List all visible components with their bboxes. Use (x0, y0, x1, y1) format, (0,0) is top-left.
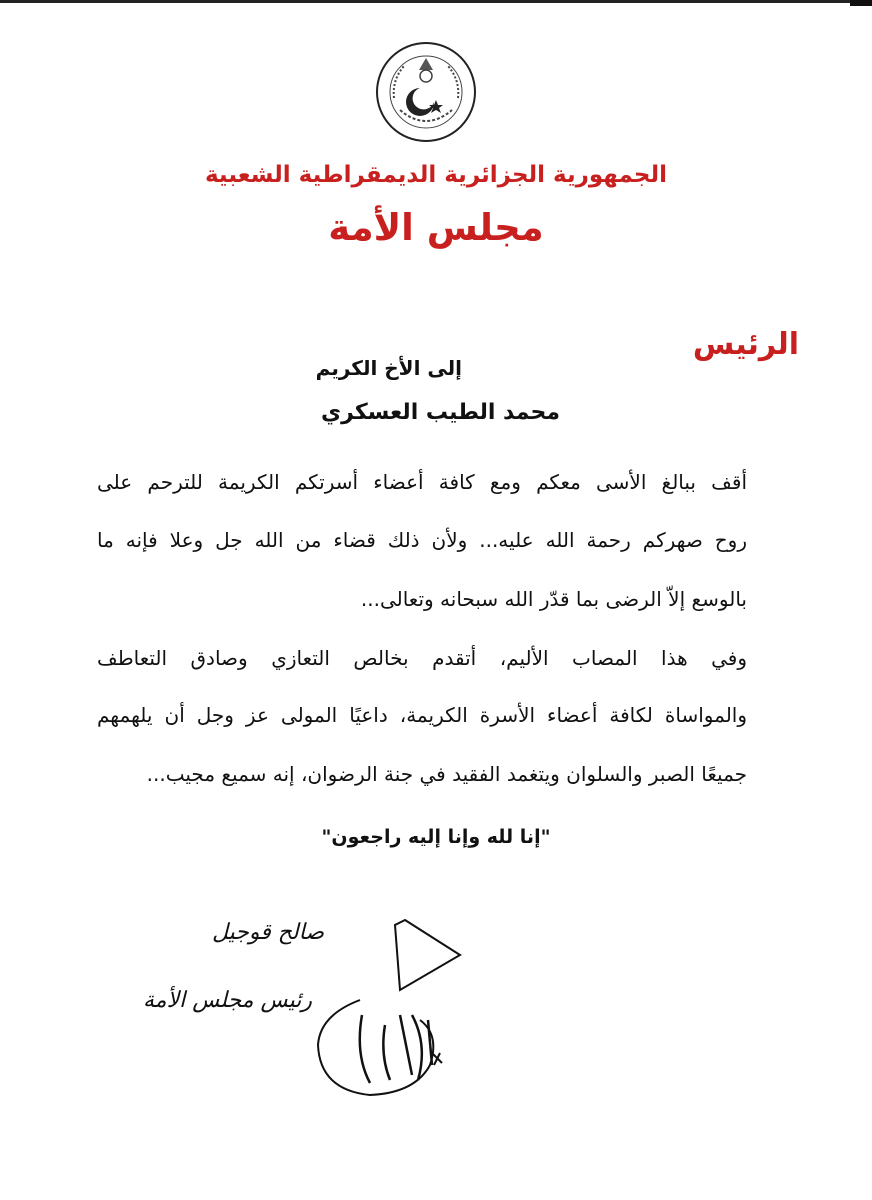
national-seal-emblem (374, 40, 478, 144)
body-line: وفي هذا المصاب الأليم، أتقدم بخالص التعازي وصادق التعاطف (97, 646, 747, 670)
body-line: جميعًا الصبر والسلوان ويتغمد الفقيد في جنة الرضوان، إنه سميع مجيب... (146, 762, 747, 786)
salutation: إلى الأخ الكريم (315, 356, 462, 380)
republic-heading: الجمهورية الجزائرية الديمقراطية الشعبية (204, 162, 668, 188)
signatory-title: رئيس مجلس الأمة (143, 988, 312, 1013)
body-line: بالوسع إلاّ الرضى بما قدّر الله سبحانه وتعالى... (360, 587, 747, 611)
scan-top-border (0, 0, 872, 3)
recipient-name: محمد الطيب العسكري (320, 400, 560, 425)
body-line: روح صهركم رحمة الله عليه... ولأن ذلك قضاء من الله جل وعلا فإنه ما (97, 528, 747, 552)
president-stamp: الرئيس (692, 327, 800, 362)
signatory-name: صالح قوجيل (211, 920, 324, 945)
body-line: أقف ببالغ الأسى معكم ومع كافة أعضاء أسرتكم الكريمة للترحم على (97, 470, 747, 494)
quran-verse: "إنا لله وإنا إليه راجعون" (321, 826, 551, 848)
scan-top-corner-mark (850, 0, 872, 6)
handwritten-signature (300, 905, 470, 1105)
council-heading: مجلس الأمة (328, 206, 544, 249)
body-line: والمواساة لكافة أعضاء الأسرة الكريمة، داعيًا المولى عز وجل أن يلهمهم (97, 703, 747, 727)
